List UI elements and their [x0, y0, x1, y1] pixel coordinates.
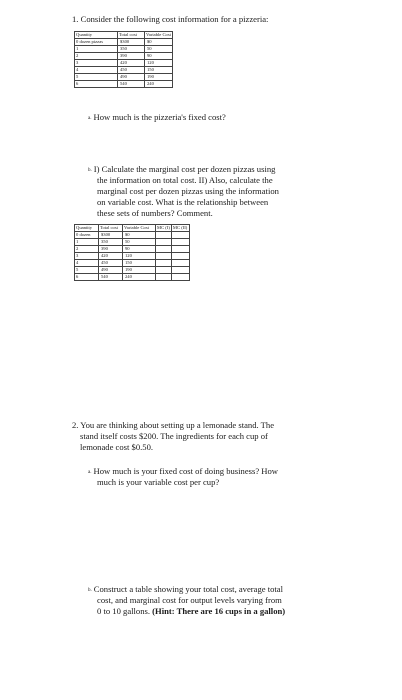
part-a-marker: a. [88, 470, 92, 475]
table-2-cell [156, 246, 172, 253]
table-2-cell: $0 [123, 232, 156, 239]
table-2-cell [156, 274, 172, 281]
table-2-header-cell: Total cost [99, 225, 123, 232]
question-1a [88, 112, 226, 124]
question-2-line-3: lemonade cost $0.50. [80, 442, 154, 452]
table-2-row [75, 274, 190, 281]
table-1-cell: 490 [118, 74, 145, 81]
table-2-cell [156, 232, 172, 239]
table-2-cell: 90 [123, 246, 156, 253]
table-2-cell: 1 [75, 239, 99, 246]
table-2-cell: 50 [123, 239, 156, 246]
table-2-row [75, 232, 190, 239]
table-1-cell: 540 [118, 81, 145, 88]
question-1b-line-4: on variable cost. What is the relationship between [97, 197, 269, 207]
table-1-row [75, 74, 173, 81]
table-2-row [75, 260, 190, 267]
table-2-cell [171, 253, 189, 260]
table-2-cell: 6 [75, 274, 99, 281]
table-2-header-cell: MC (II) [171, 225, 189, 232]
table-2-cell [156, 260, 172, 267]
table-1-cell: 150 [145, 67, 173, 74]
table-2-cell: 2 [75, 246, 99, 253]
question-2b-line-3-text: 0 to 10 gallons. [97, 606, 150, 616]
table-2-cell [171, 232, 189, 239]
table-2-cell: 450 [99, 260, 123, 267]
table-1-cell: 190 [145, 74, 173, 81]
table-1-cell: 3 [75, 60, 118, 67]
question-1b-line-3: marginal cost per dozen pizzas using the information [97, 186, 279, 196]
table-2-cell: $300 [99, 232, 123, 239]
table-2-cell: 390 [99, 246, 123, 253]
table-1-cell: 120 [145, 60, 173, 67]
question-2b-line-1: Construct a table showing your total cost, average total [93, 584, 284, 594]
table-2-cell: 0 dozen [75, 232, 99, 239]
cost-table-1 [74, 31, 173, 88]
table-1-cell: 1 [75, 46, 118, 53]
question-2-line-1: 2. You are thinking about setting up a lemonade stand. The [72, 420, 275, 430]
question-2a-line-1: How much is your fixed cost of doing business? How [93, 466, 278, 476]
question-1b-line-1: I) Calculate the marginal cost per dozen pizzas using [93, 164, 276, 174]
table-2-cell: 120 [123, 253, 156, 260]
part-b-marker: b. [88, 588, 92, 593]
table-1-cell: 2 [75, 53, 118, 60]
table-1-cell: 6 [75, 81, 118, 88]
table-2-row [75, 239, 190, 246]
table-1-row [75, 67, 173, 74]
table-1-row [75, 39, 173, 46]
question-2b-hint: (Hint: There are 16 cups in a gallon) [152, 606, 286, 616]
table-1-cell: 5 [75, 74, 118, 81]
table-1-row [75, 53, 173, 60]
table-2-cell: 540 [99, 274, 123, 281]
question-1-title: 1. Consider the following cost information for a pizzeria: [72, 14, 269, 24]
table-2-cell [171, 274, 189, 281]
question-2b-line-2: cost, and marginal cost for output levels varying from [97, 595, 282, 605]
table-1-row [75, 46, 173, 53]
table-2-cell [171, 239, 189, 246]
question-2a-line-2: much is your variable cost per cup? [97, 477, 220, 487]
table-2-row [75, 246, 190, 253]
question-1b-line-2: the information on total cost. II) Also, calculate the [97, 175, 273, 185]
table-2-cell: 240 [123, 274, 156, 281]
table-2-header-cell: Quantity [75, 225, 99, 232]
table-1-header-row [75, 32, 173, 39]
table-2-header-cell: MC (I) [157, 225, 170, 231]
table-2-cell: 420 [99, 253, 123, 260]
table-2-cell [156, 267, 172, 274]
part-a-marker: a. [88, 116, 92, 121]
table-2-cell [171, 260, 189, 267]
table-1-cell: 4 [75, 67, 118, 74]
table-1-cell: $300 [118, 39, 145, 46]
table-2-cell: 3 [75, 253, 99, 260]
table-1-cell: 0 dozen pizzas [75, 39, 118, 46]
table-2-cell: 4 [75, 260, 99, 267]
question-1b-line-5: these sets of numbers? Comment. [97, 208, 213, 218]
question-2-line-2: stand itself costs $200. The ingredients for each cup of [80, 431, 268, 441]
question-1a-text: How much is the pizzeria's fixed cost? [93, 112, 226, 122]
table-1-cell: 240 [145, 81, 173, 88]
table-1-cell: 50 [145, 46, 173, 53]
table-2-cell: 350 [99, 239, 123, 246]
table-1-header-cell: Total cost [118, 32, 145, 39]
table-1-cell: 90 [145, 53, 173, 60]
table-1-header-cell: Quantity [75, 32, 118, 39]
table-1-cell: 350 [118, 46, 145, 53]
cost-table-2 [74, 224, 190, 281]
table-2-cell: 150 [123, 260, 156, 267]
table-2-cell [171, 246, 189, 253]
table-1-row [75, 81, 173, 88]
table-2-header-cell: Variable Cost [123, 225, 156, 232]
table-1-cell: $0 [145, 39, 173, 46]
table-2-header-row [75, 225, 190, 232]
table-2-cell: 490 [99, 267, 123, 274]
table-1-cell: 450 [118, 67, 145, 74]
table-1-header-cell: Variable Cost [146, 32, 171, 38]
table-2-cell: 190 [123, 267, 156, 274]
table-2-cell [156, 253, 172, 260]
table-2-cell [171, 267, 189, 274]
table-1-row [75, 60, 173, 67]
question-2b-line-3 [97, 606, 285, 617]
part-b-marker: b. [88, 168, 92, 173]
table-2-cell: 5 [75, 267, 99, 274]
table-1-cell: 420 [118, 60, 145, 67]
table-2-row [75, 267, 190, 274]
table-2-row [75, 253, 190, 260]
table-1-cell: 390 [118, 53, 145, 60]
table-2-cell [156, 239, 172, 246]
